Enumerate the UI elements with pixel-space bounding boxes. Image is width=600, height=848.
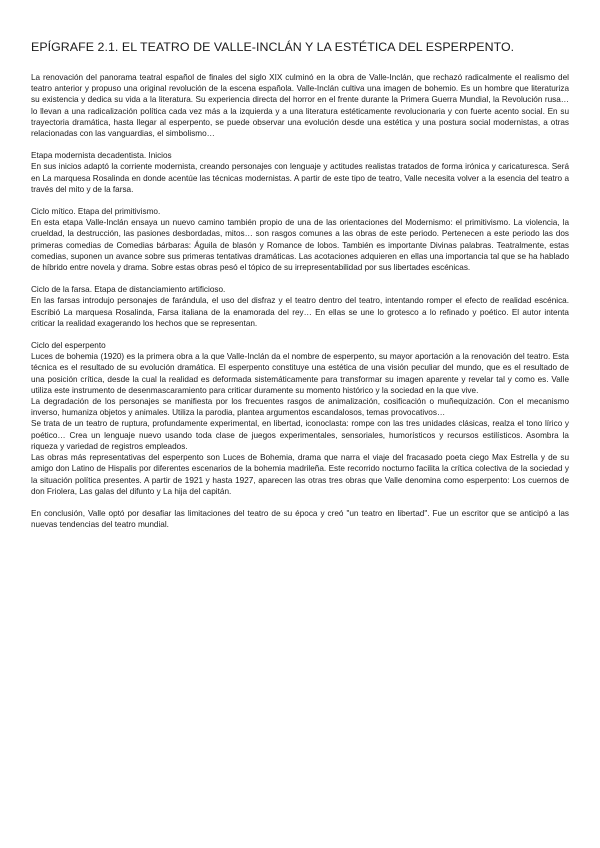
section-heading: Etapa modernista decadentista. Inicios <box>31 151 172 161</box>
intro-paragraph: La renovación del panorama teatral español de finales del siglo XIX culminó en la obra de Valle-Inclán, que rechazó radicalmente el realismo del teatro anterior y propuso una original revolución de la escena española. Valle-Inclán cultiva una imagen de bohemio. Es un hombre que literaturiza su existencia y dedica su vida a la literatura. Su experiencia directa del horror en el frente durante la Primera Guerra Mundial, la Revolución rusa… lo llevan a una radicalización política cada vez más a la izquierda y a una literatura estéticamente revolucionaria y con fuerte acento social. En su trayectoria dramática, hasta llegar al esperpento, se puede observar una evolución desde una estética y una postura social modernistas, a otras relacionadas con las vanguardias, el simbolismo… <box>31 73 569 139</box>
section-paragraph: En sus inicios adaptó la corriente modernista, creando personajes con lenguaje y actitudes realistas tratados de forma irónica y caricaturesca. Será en La marquesa Rosalinda en donde acentúe las técnicas modernistas. A partir de este tipo de teatro, Valle necesita volver a la esencia del teatro a través del mito y de la farsa. <box>31 162 569 194</box>
section-modernista <box>31 150 569 195</box>
section-paragraph: Se trata de un teatro de ruptura, profundamente experimental, en libertad, iconoclasta: rompe con las tres unidades clásicas, realza el tono lírico y poético… Crea un lenguaje nuevo usando toda clase de juegos experimentales, sensoriales, humorísticos y recursos estilísticos. Asombra la riqueza y variedad de registros empleados. <box>31 419 569 451</box>
section-heading: Ciclo mítico. Etapa del primitivismo. <box>31 207 161 217</box>
section-paragraph: Las obras más representativas del esperpento son Luces de Bohemia, drama que narra el viaje del fracasado poeta ciego Max Estrella y de su amigo don Latino de Hispalis por diferentes escenarios de la bohemia madrileña. Este recorrido nocturno facilita la crítica colectiva de la sociedad y la situación política presentes. A partir de 1921 y hasta 1927, aparecen las otras tres obras que Valle denomina como esperpento: Los cuernos de don Friolera, Las galas del difunto y La hija del capitán. <box>31 453 569 496</box>
document-title: EPÍGRAFE 2.1. EL TEATRO DE VALLE-INCLÁN Y LA ESTÉTICA DEL ESPERPENTO. <box>31 40 515 54</box>
section-heading: Ciclo de la farsa. Etapa de distanciamiento artificioso. <box>31 285 226 295</box>
section-heading: Ciclo del esperpento <box>31 341 106 351</box>
section-paragraph: En las farsas introdujo personajes de farándula, el uso del disfraz y el teatro dentro del teatro, intentando romper el efecto de realidad escénica. Escribió La marquesa Rosalinda, Farsa italiana de la enamorada del rey… En ellas se une lo grotesco a lo refinado y poético. El autor intenta criticar la realidad exagerando los hechos que se representan. <box>31 296 569 328</box>
section-paragraph: La degradación de los personajes se manifiesta por los frecuentes rasgos de animalización, cosificación o muñequización. Con el mecanismo inverso, humaniza objetos y animales. Utiliza la parodia, plantea argumentos escandalosos, temas provocativos… <box>31 397 569 418</box>
section-paragraph: Luces de bohemia (1920) es la primera obra a la que Valle-Inclán da el nombre de esperpento, su mayor aportación a la renovación del teatro. Esta técnica es el resultado de su evolución dramática. El esperpento constituye una estética de una visión peculiar del mundo, que es el resultado de una posición crítica, desde la cual la realidad es deformada sistemáticamente para transformar su imagen aparente y revelar tal y como es. Valle utiliza este instrumento de desenmascaramiento para criticar duramente su momento histórico y la sociedad en la que vive. <box>31 352 569 395</box>
section-ciclo-mitico <box>31 206 569 273</box>
conclusion-paragraph: En conclusión, Valle optó por desafiar las limitaciones del teatro de su época y creó "un teatro en libertad". Fue un escritor que se anticipó a las nuevas tendencias del teatro mundial. <box>31 508 569 530</box>
section-ciclo-farsa <box>31 284 569 329</box>
section-ciclo-esperpento <box>31 340 569 497</box>
section-paragraph: En esta etapa Valle-Inclán ensaya un nuevo camino también propio de una de las orientaciones del Modernismo: el primitivismo. La violencia, la crueldad, la destrucción, las pasiones desbordadas, mitos… son rasgos comunes a las obras de este periodo. Pertenecen a este periodo las dos primeras comedias de Comedias bárbaras: Águila de blasón y Romance de lobos. También es importante Divinas palabras. Teatralmente, estas comedias, suponen un avance sobre sus primeras tentativas dramáticas. Las acotaciones adquieren en ellas una importancia tal que se ha hablado de híbrido entre novela y drama. Sobre estas obras pesó el tópico de su irrepresentabilidad por sus libertades escénicas. <box>31 218 569 273</box>
